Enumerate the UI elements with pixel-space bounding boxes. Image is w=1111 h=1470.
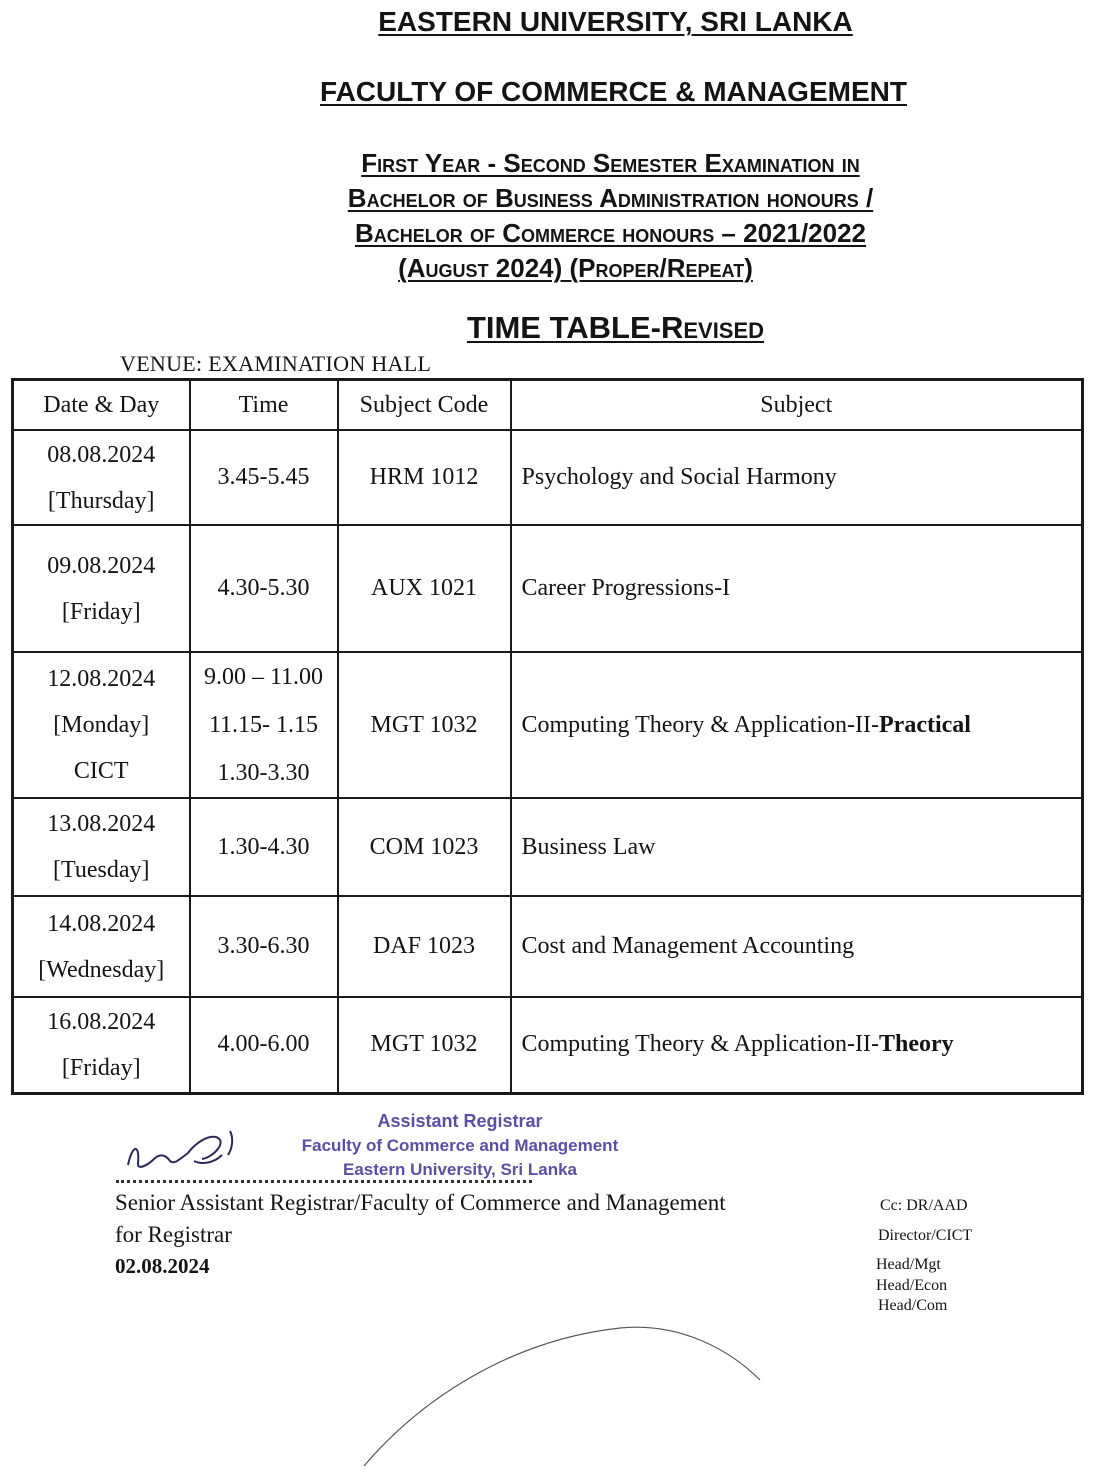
timetable-revised: Revised [660, 310, 765, 345]
exam-title-line-2: Bachelor of Business Administration honours / [347, 183, 874, 213]
exam-time: 4.30-5.30 [190, 525, 338, 652]
exam-day: [Thursday] [47, 487, 155, 514]
exam-title-line-3: Bachelor of Commerce honours – 2021/2022 [354, 218, 867, 248]
signatory-for: for Registrar [115, 1222, 232, 1247]
signature-line [116, 1180, 532, 1183]
exam-title-line-4: (August 2024) (Proper/Repeat) [398, 253, 753, 283]
timetable-title: TIME TABLE- [466, 310, 661, 345]
exam-time: 3.30-6.30 [190, 896, 338, 997]
table-row [13, 896, 1083, 997]
timetable [11, 378, 1084, 1095]
column-header-subject-code: Subject Code [338, 380, 511, 431]
subject-name [511, 652, 1083, 798]
exam-time-slot: 1.30-3.30 [217, 760, 310, 786]
subject-text: Cost and Management Accounting [521, 933, 855, 959]
cc-recipient: Head/Mgt [876, 1256, 941, 1273]
handwritten-signature [118, 1115, 268, 1180]
timetable-heading [60, 310, 1111, 346]
column-header-date: Date & Day [13, 380, 190, 431]
exam-day: [Friday] [61, 1054, 141, 1081]
exam-time-slots [190, 652, 338, 798]
column-header-time: Time [190, 380, 338, 431]
exam-day: [Monday] [53, 712, 150, 738]
exam-date: 16.08.2024 [47, 1008, 156, 1035]
date-cell [13, 997, 190, 1093]
subject-mode: Practical [879, 711, 971, 738]
table-row [13, 430, 1083, 525]
subject-code: HRM 1012 [338, 430, 511, 525]
venue-label: VENUE: EXAMINATION HALL [120, 351, 432, 376]
stamp-faculty: Faculty of Commerce and Management [301, 1136, 619, 1155]
exam-time-slot: 11.15- 1.15 [208, 712, 319, 738]
exam-day: [Tuesday] [53, 857, 150, 883]
university-title: EASTERN UNIVERSITY, SRI LANKA [378, 6, 853, 37]
cc-recipient: Head/Com [878, 1297, 948, 1314]
exam-date: 12.08.2024 [47, 666, 156, 692]
subject-text: Psychology and Social Harmony [521, 464, 837, 490]
cc-recipient: Director/CICT [878, 1227, 973, 1244]
table-row [13, 652, 1083, 798]
subject-text: Computing Theory & Application-II- [521, 1031, 880, 1058]
cc-recipient: Head/Econ [876, 1277, 948, 1294]
date-cell [13, 525, 190, 652]
subject-name [511, 798, 1083, 896]
subject-code: COM 1023 [338, 798, 511, 896]
exam-day: [Wednesday] [38, 956, 165, 983]
table-row [13, 525, 1083, 652]
table-row [13, 997, 1083, 1093]
subject-name [511, 896, 1083, 997]
exam-date: 09.08.2024 [47, 552, 156, 579]
subject-name [511, 525, 1083, 652]
subject-code: AUX 1021 [338, 525, 511, 652]
subject-text: Computing Theory & Application-II- [521, 711, 880, 738]
table-header-row [13, 380, 1083, 431]
exam-time: 1.30-4.30 [190, 798, 338, 896]
issue-date: 02.08.2024 [115, 1254, 210, 1278]
cc-recipient: Cc: DR/AAD [880, 1197, 968, 1214]
pen-stroke-mark [360, 1310, 780, 1470]
subject-name [511, 997, 1083, 1093]
table-row [13, 798, 1083, 896]
signatory-designation: Senior Assistant Registrar/Faculty of Commerce and Management [115, 1190, 726, 1215]
stamp-title: Assistant Registrar [377, 1111, 543, 1131]
exam-day: [Friday] [61, 598, 141, 625]
exam-time: 4.00-6.00 [190, 997, 338, 1093]
subject-text: Business Law [521, 833, 656, 860]
exam-time-slot: 9.00 – 11.00 [203, 664, 324, 690]
subject-code: MGT 1032 [338, 652, 511, 798]
date-cell [13, 798, 190, 896]
stamp-university: Eastern University, Sri Lanka [342, 1160, 577, 1179]
exam-venue: CICT [73, 758, 129, 784]
exam-date: 08.08.2024 [47, 441, 156, 468]
subject-text: Career Progressions-I [521, 575, 731, 601]
column-header-subject: Subject [511, 380, 1083, 431]
date-cell [13, 430, 190, 525]
subject-mode: Theory [879, 1031, 954, 1058]
subject-code: DAF 1023 [338, 896, 511, 997]
exam-time: 3.45-5.45 [190, 430, 338, 525]
faculty-title: FACULTY OF COMMERCE & MANAGEMENT [320, 76, 907, 107]
exam-date: 13.08.2024 [47, 811, 156, 837]
date-cell [13, 652, 190, 798]
subject-code: MGT 1032 [338, 997, 511, 1093]
exam-date: 14.08.2024 [47, 910, 156, 937]
exam-title-line-1: First Year - Second Semester Examination in [361, 148, 860, 178]
date-cell [13, 896, 190, 997]
subject-name [511, 430, 1083, 525]
